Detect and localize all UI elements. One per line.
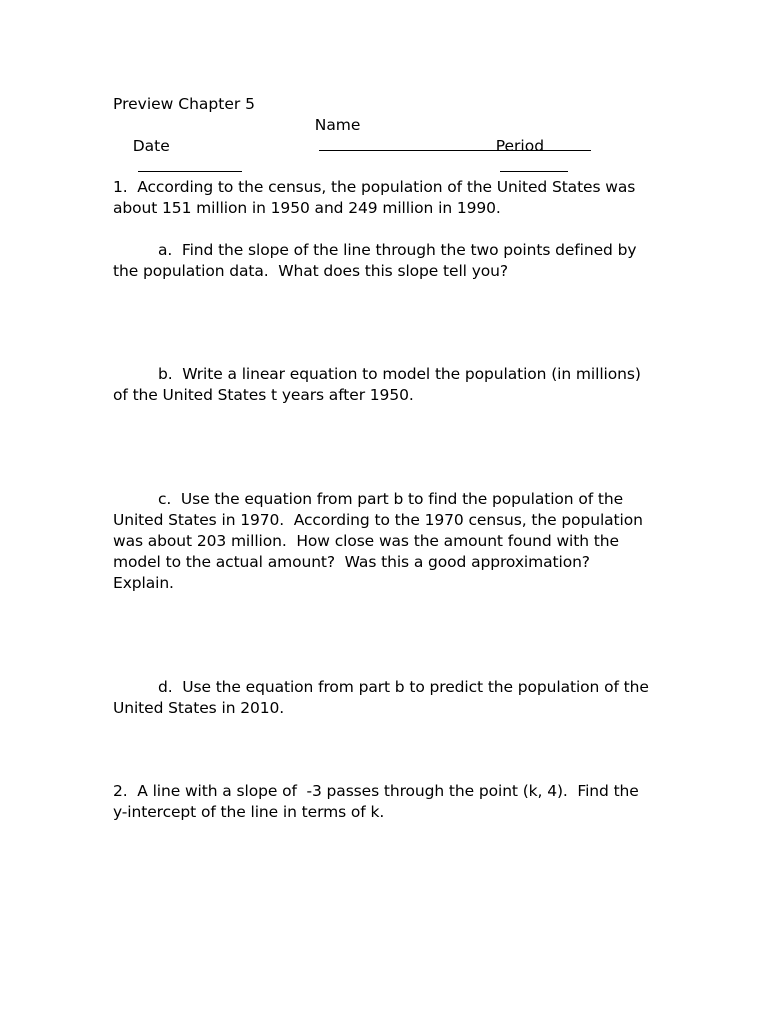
date-blank (138, 157, 242, 172)
question-1b-line-1: b. Write a linear equation to model the population (in millions) (158, 365, 641, 383)
question-1c-line-3: was about 203 million. How close was the amount found with the (113, 532, 619, 550)
date-label: Date (132, 137, 170, 155)
question-2-line-2: y-intercept of the line in terms of k. (113, 803, 385, 821)
question-1-line-2: about 151 million in 1950 and 249 million in 1990. (113, 199, 501, 217)
period-label: Period (495, 137, 545, 155)
question-1c-line-4: model to the actual amount? Was this a good approximation? (113, 553, 590, 571)
period-blank (500, 157, 568, 172)
question-1d-line-1: d. Use the equation from part b to predict the population of the (158, 678, 649, 696)
question-1c-line-2: United States in 1970. According to the 1970 census, the population (113, 511, 643, 529)
question-1b-line-2: of the United States t years after 1950. (113, 386, 414, 404)
preview-chapter-label: Preview Chapter 5 (113, 95, 256, 113)
question-2-line-1: 2. A line with a slope of -3 passes through the point (k, 4). Find the (113, 782, 639, 800)
question-1a-line-2: the population data. What does this slope tell you? (113, 262, 509, 280)
question-1c-line-5: Explain. (113, 574, 174, 592)
name-label: Name (314, 116, 361, 134)
question-1-line-1: 1. According to the census, the population of the United States was (113, 178, 636, 196)
question-1c-line-1: c. Use the equation from part b to find the population of the (158, 490, 624, 508)
question-1a-line-1: a. Find the slope of the line through the two points defined by (158, 241, 637, 259)
question-1d-line-2: United States in 2010. (113, 699, 285, 717)
